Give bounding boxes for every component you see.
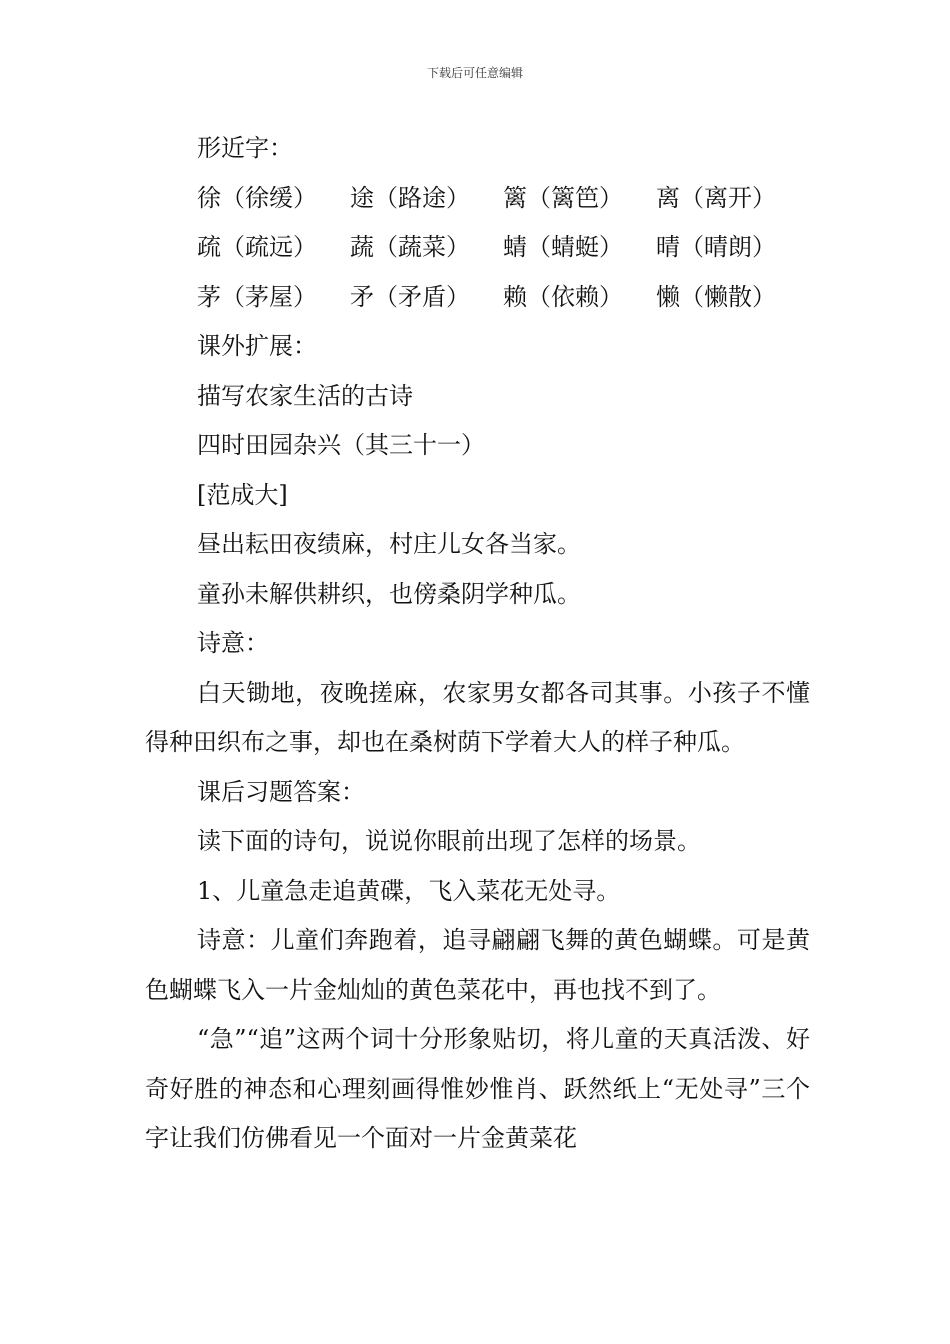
character-row [145, 273, 810, 323]
character-pair: 离（离开） [656, 183, 776, 212]
poem-title: 四时田园杂兴（其三十一） [197, 431, 485, 459]
character-pair: 疏（疏远） [197, 233, 317, 261]
section-title-similar-characters: 形近字： [197, 134, 293, 162]
extension-subtitle: 描写农家生活的古诗 [197, 381, 413, 410]
character-pair: 篱（篱笆） [503, 183, 623, 212]
exercise-analysis-paragraph: “急”“追”这两个词十分形象贴切，将儿童的天真活泼、好奇好胜的神态和心理刻画得惟妙惟肖、跃然纸上“无处寻”三个字让我们仿佛看见一个面对一片金黄菜花 [145, 1025, 810, 1152]
character-row [145, 174, 810, 224]
section-title-answers: 课后习题答案： [197, 777, 365, 806]
section-title-extension: 课外扩展： [197, 332, 317, 360]
meaning-label: 诗意： [197, 629, 269, 657]
character-pair: 茅（茅屋） [197, 282, 317, 311]
exercise-meaning-paragraph: 诗意：儿童们奔跑着，追寻翩翩飞舞的黄色蝴蝶。可是黄色蝴蝶飞入一片金灿灿的黄色菜花中，再也找不到了。 [145, 926, 810, 1004]
character-pair: 蔬（蔬菜） [350, 233, 470, 261]
character-pair: 赖（依赖） [503, 282, 623, 311]
poem-line: 昼出耘田夜绩麻，村庄儿女各当家。 [197, 530, 581, 558]
character-pair: 徐（徐缓） [197, 183, 317, 212]
exercise-question: 读下面的诗句，说说你眼前出现了怎样的场景。 [197, 827, 701, 855]
page-header: 下载后可任意编辑 [426, 66, 523, 80]
document-body [145, 124, 810, 1164]
character-pair: 途（路途） [350, 183, 470, 212]
poem-author: [范成大] [197, 480, 288, 509]
character-pair: 蜻（蜻蜓） [503, 233, 623, 261]
character-pair: 晴（晴朗） [656, 233, 776, 261]
character-row [145, 223, 810, 273]
poem-meaning-paragraph: 白天锄地，夜晚搓麻，农家男女都各司其事。小孩子不懂得种田织布之事，却也在桑树荫下学着大人的样子种瓜。 [145, 678, 810, 756]
character-pair: 矛（矛盾） [350, 282, 470, 311]
character-pair: 懒（懒散） [656, 282, 776, 311]
poem-line: 童孙未解供耕织，也傍桑阴学种瓜。 [197, 579, 581, 608]
exercise-item: 1、儿童急走追黄碟，飞入菜花无处寻。 [197, 876, 621, 905]
